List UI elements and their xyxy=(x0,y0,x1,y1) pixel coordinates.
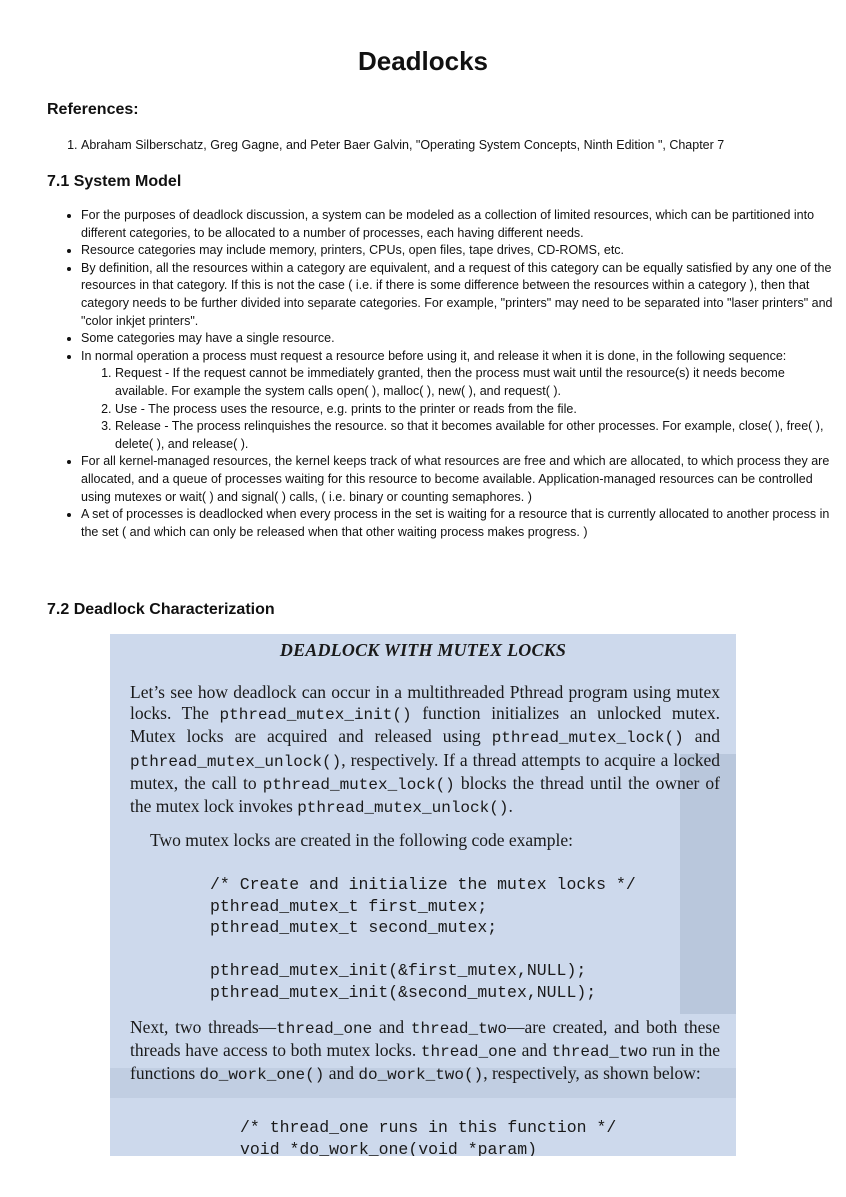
section-heading-7-1: 7.1 System Model xyxy=(47,173,182,190)
list-item: • By definition, all the resources within a category are equivalent, and a request of this category can be equally satisfied by any one of the resources in that category. If this is not the case ( i.e. if there is some difference between the resources within a category ), then that category needs to be further divided into separate categories. For example, "printers" may need to be separated into "laser printers" and "color inkjet printers". xyxy=(81,260,841,330)
sequence-item: 3. Release - The process relinquishes the resource. so that it becomes available for other processes. For example, close( ), free( ), delete( ), and release( ). xyxy=(115,418,841,453)
excerpt-paragraph: Two mutex locks are created in the following code example: xyxy=(150,830,573,850)
excerpt-title: DEADLOCK WITH MUTEX LOCKS xyxy=(279,640,567,660)
reference-item: 1. Abraham Silberschatz, Greg Gagne, and Peter Baer Galvin, "Operating System Concepts, Ninth Edition ", Chapter 7 xyxy=(81,138,841,152)
list-item xyxy=(81,348,841,454)
list-item: • A set of processes is deadlocked when every process in the set is waiting for a resource that is currently allocated to another process in the set ( and which can only be released when that other waiting process makes progress. ) xyxy=(81,506,841,541)
code-block: /* thread_one runs in this function */ void *do_work_one(void *param) xyxy=(240,1118,617,1156)
system-model-list xyxy=(47,207,841,541)
sequence-list xyxy=(81,365,841,453)
excerpt-paragraph: Let’s see how deadlock can occur in a multithreaded Pthread program using mutex locks. The pthread_mutex_init() function initializes an unlocked mutex. Mutex locks are acquired and released using pthread_mutex_lock() and pthread_mutex_unlock(), respectively. If a thread attempts to acquire a locked mutex, the call to pthread_mutex_lock() blocks the thread until the owner of the mutex lock invokes pthread_mutex_unlock(). xyxy=(130,682,720,818)
sequence-item: 1. Request - If the request cannot be immediately granted, then the process must wait until the resource(s) it needs become available. For example the system calls open( ), malloc( ), new( ), and request( ). xyxy=(115,365,841,400)
sequence-item: 2. Use - The process uses the resource, e.g. prints to the printer or reads from the file. xyxy=(115,401,841,419)
list-item: • Some categories may have a single resource. xyxy=(81,330,841,348)
references-list xyxy=(47,138,841,152)
list-item: • For the purposes of deadlock discussion, a system can be modeled as a collection of limited resources, which can be partitioned into different categories, to be allocated to a number of processes, each having different needs. xyxy=(81,207,841,242)
excerpt-paragraph: Next, two threads—thread_one and thread_two—are created, and both these threads have access to both mutex locks. thread_one and thread_two run in the functions do_work_one() and do_work_two(), respectively, as shown below: xyxy=(130,1017,720,1085)
references-heading: References: xyxy=(47,101,139,118)
list-item: • For all kernel-managed resources, the kernel keeps track of what resources are free and which are allocated, to which process they are allocated, and a queue of processes waiting for this resource to become available. Application-managed resources can be controlled using mutexes or wait( ) and signal( ) calls, ( i.e. binary or counting semaphores. ) xyxy=(81,453,841,506)
list-item-text: In normal operation a process must request a resource before using it, and release it when it is done, in the following sequence: xyxy=(81,348,787,363)
book-excerpt-image xyxy=(110,634,736,1156)
section-heading-7-2: 7.2 Deadlock Characterization xyxy=(47,601,275,618)
code-block: /* Create and initialize the mutex locks */ pthread_mutex_t first_mutex; pthread_mutex_t second_mutex; pthread_mutex_init(&first_mutex,NULL); pthread_mutex_init(&second_mutex,NULL); xyxy=(210,875,636,1002)
page-title: Deadlocks xyxy=(357,46,489,76)
list-item: • Resource categories may include memory, printers, CPUs, open files, tape drives, CD-ROMS, etc. xyxy=(81,242,841,260)
